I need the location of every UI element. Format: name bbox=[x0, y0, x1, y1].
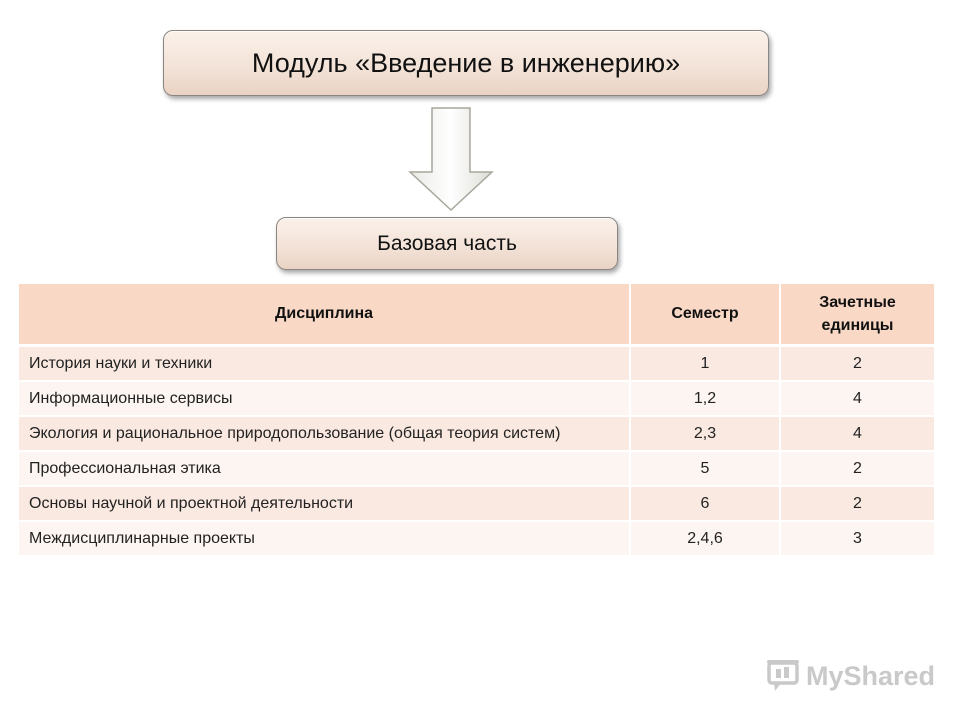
semester-cell: 2,3 bbox=[631, 417, 781, 452]
table-row bbox=[19, 382, 934, 417]
discipline-cell: Информационные сервисы bbox=[19, 382, 631, 417]
credits-cell: 2 bbox=[781, 347, 934, 382]
semester-cell: 2,4,6 bbox=[631, 522, 781, 557]
semester-cell: 6 bbox=[631, 487, 781, 522]
discipline-cell: Профессиональная этика bbox=[19, 452, 631, 487]
table-row bbox=[19, 417, 934, 452]
column-header-semester: Семестр bbox=[631, 284, 781, 347]
column-header-discipline: Дисциплина bbox=[19, 284, 631, 347]
table-row bbox=[19, 347, 934, 382]
credits-header-line1: Зачетные bbox=[819, 293, 896, 311]
semester-cell: 1,2 bbox=[631, 382, 781, 417]
table-header-row bbox=[19, 284, 934, 347]
credits-header-line2: единицы bbox=[821, 317, 894, 334]
myshared-watermark[interactable] bbox=[766, 656, 935, 696]
column-header-credits bbox=[781, 284, 934, 347]
watermark-text: MyShared bbox=[806, 660, 936, 691]
credits-cell: 2 bbox=[781, 452, 934, 487]
disciplines-table bbox=[19, 284, 934, 557]
discipline-cell: История науки и техники bbox=[19, 347, 631, 382]
base-part-box bbox=[276, 217, 618, 270]
module-title-box bbox=[163, 30, 769, 96]
semester-cell: 1 bbox=[631, 347, 781, 382]
discipline-cell: Основы научной и проектной деятельности bbox=[19, 487, 631, 522]
semester-cell: 5 bbox=[631, 452, 781, 487]
table-row bbox=[19, 452, 934, 487]
credits-cell: 3 bbox=[781, 522, 934, 557]
credits-cell: 2 bbox=[781, 487, 934, 522]
module-title: Модуль «Введение в инженерию» bbox=[251, 47, 681, 78]
discipline-cell: Экология и рациональное природопользование (общая теория систем) bbox=[19, 417, 631, 452]
table-row bbox=[19, 487, 934, 522]
discipline-cell: Междисциплинарные проекты bbox=[19, 522, 631, 557]
credits-cell: 4 bbox=[781, 382, 934, 417]
credits-cell: 4 bbox=[781, 417, 934, 452]
base-part-label: Базовая часть bbox=[377, 231, 517, 255]
down-arrow-icon bbox=[408, 106, 494, 212]
table-row bbox=[19, 522, 934, 557]
myshared-logo-icon bbox=[766, 659, 802, 693]
